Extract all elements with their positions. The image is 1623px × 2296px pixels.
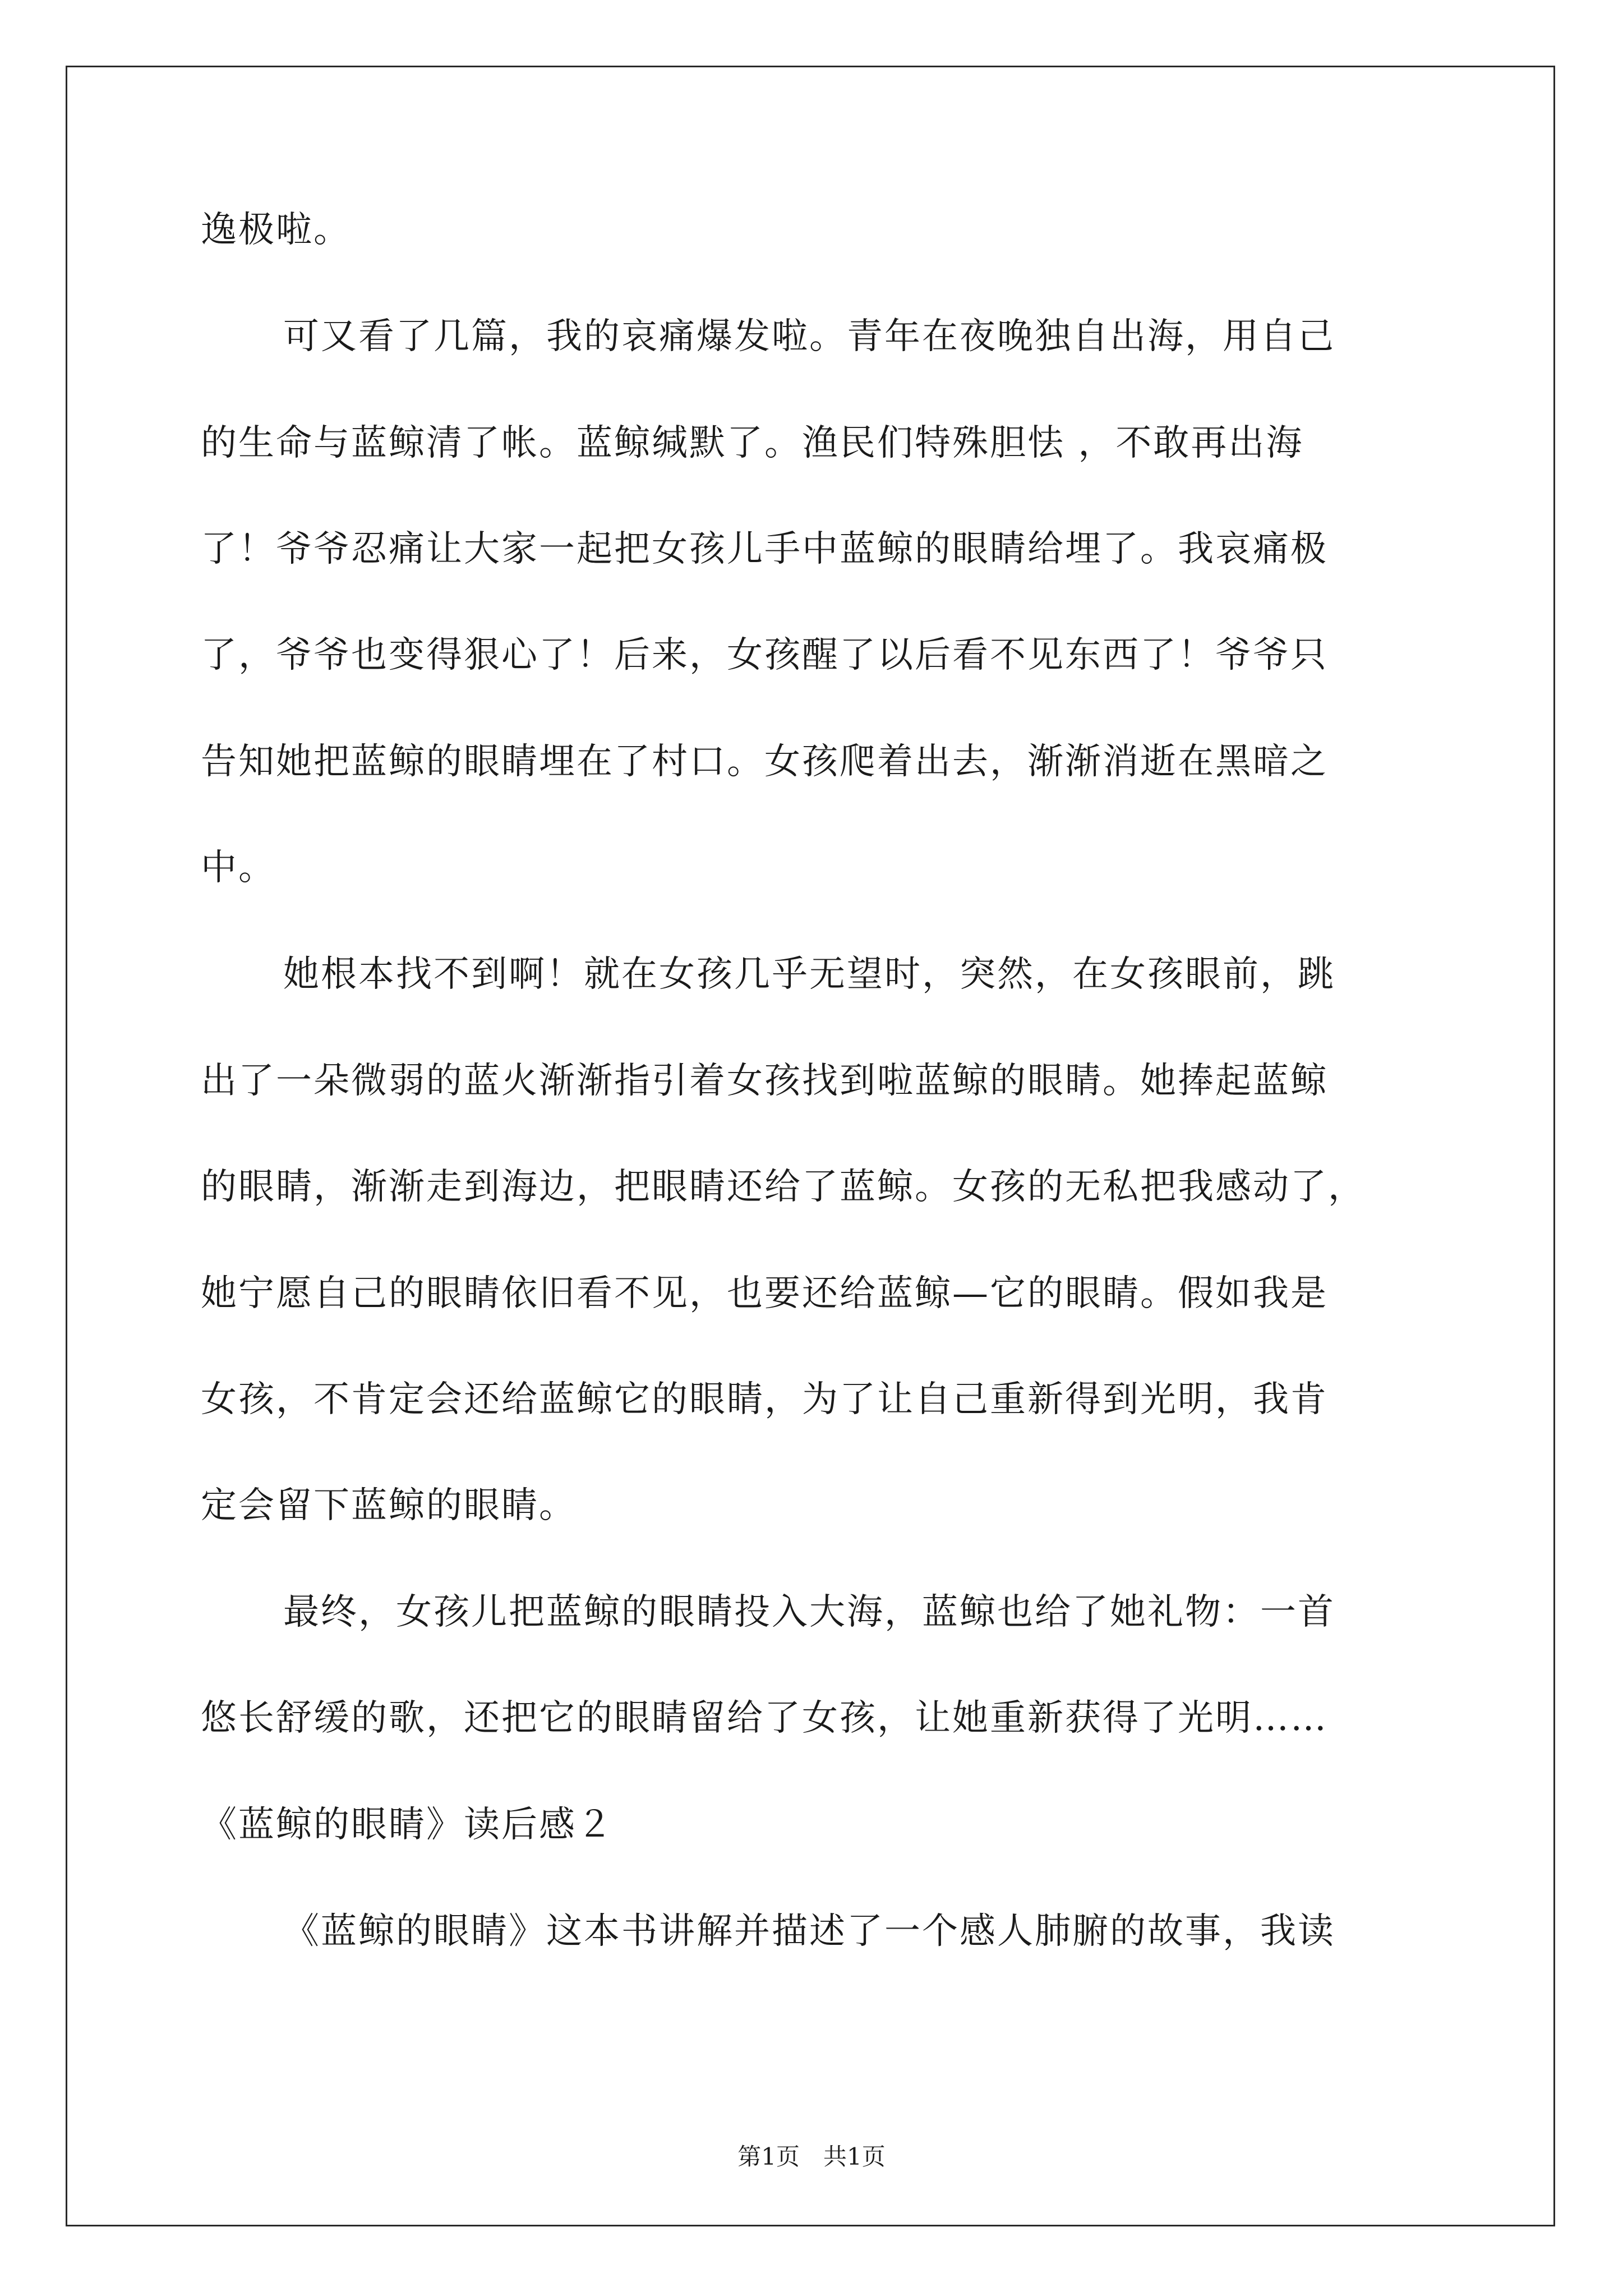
section-heading: 《蓝鲸的眼睛》读后感２ <box>201 1804 614 1846</box>
paragraph-start-line: 最终，女孩儿把蓝鲸的眼睛投入大海，蓝鲸也给了她礼物：一首 <box>283 1591 1335 1633</box>
text-line: 了，爷爷也变得狠心了！后来，女孩醒了以后看不见东西了！爷爷只 <box>201 634 1328 676</box>
text-line: 的眼睛，渐渐走到海边，把眼睛还给了蓝鲸。女孩的无私把我感动了， <box>201 1166 1366 1208</box>
paragraph-start-line: 《蓝鲸的眼睛》这本书讲解并描述了一个感人肺腑的故事，我读 <box>283 1911 1335 1952</box>
text-line: 出了一朵微弱的蓝火渐渐指引着女孩找到啦蓝鲸的眼睛。她捧起蓝鲸 <box>201 1060 1328 1102</box>
text-line: 悠长舒缓的歌，还把它的眼睛留给了女孩，让她重新获得了光明…… <box>201 1697 1328 1739</box>
text-line: 女孩，不肯定会还给蓝鲸它的眼睛，为了让自己重新得到光明，我肯 <box>201 1379 1328 1420</box>
text-line: 定会留下蓝鲸的眼睛。 <box>201 1485 577 1526</box>
page-number-footer: 第1页 共1页 <box>737 2143 886 2170</box>
text-line: 告知她把蓝鲸的眼睛埋在了村口。女孩爬着出去，渐渐消逝在黑暗之 <box>201 741 1328 783</box>
text-line: 的生命与蓝鲸清了帐。蓝鲸缄默了。渔民们特殊胆怯 ，不敢再出海 <box>201 422 1304 464</box>
text-line: 了！爷爷忍痛让大家一起把女孩儿手中蓝鲸的眼睛给埋了。我哀痛极 <box>201 528 1328 570</box>
text-line: 逸极啦。 <box>201 209 351 251</box>
paragraph-start-line: 她根本找不到啊！就在女孩几乎无望时，突然，在女孩眼前，跳 <box>283 954 1335 995</box>
text-line: 她宁愿自己的眼睛依旧看不见，也要还给蓝鲸—它的眼睛。假如我是 <box>201 1273 1328 1314</box>
paragraph-start-line: 可又看了几篇，我的哀痛爆发啦。青年在夜晚独自出海，用自己 <box>283 316 1335 357</box>
page-border <box>66 66 1555 2226</box>
text-line: 中。 <box>201 847 276 889</box>
